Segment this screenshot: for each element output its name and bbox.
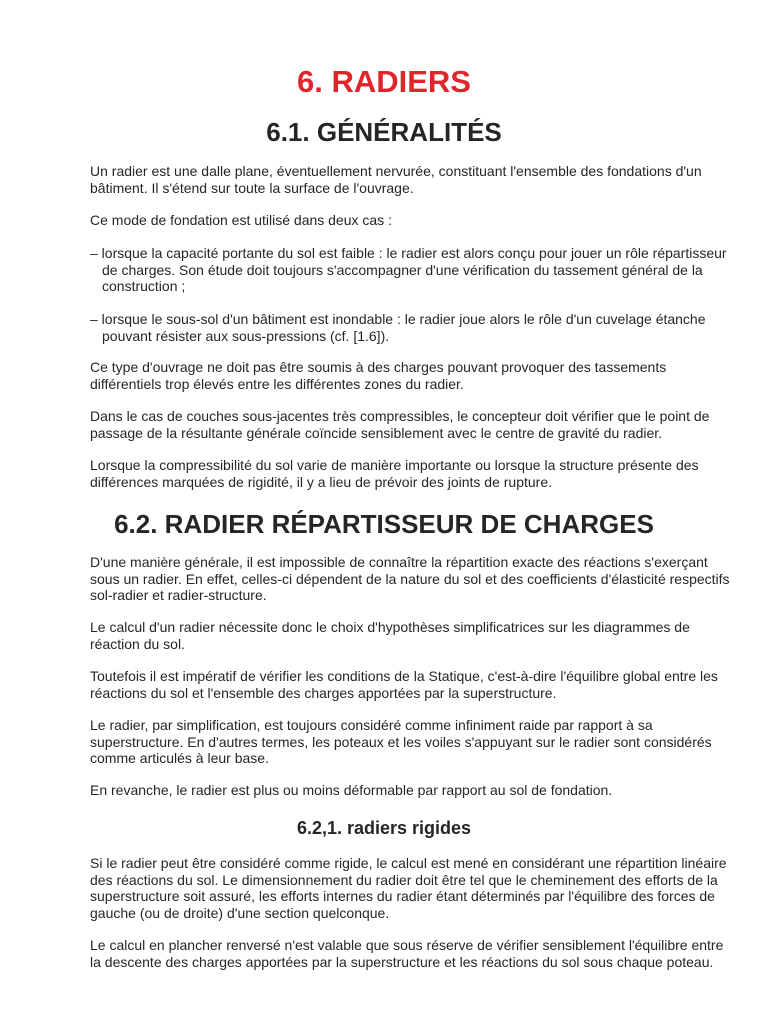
paragraph: Ce mode de fondation est utilisé dans deux cas : bbox=[90, 212, 392, 228]
paragraph: Ce type d'ouvrage ne doit pas être soumis à des charges pouvant provoquer des tassements différentiels trop élevés entre les différentes zones du radier. bbox=[90, 359, 667, 392]
paragraph: Le calcul d'un radier nécessite donc le choix d'hypothèses simplificatrices sur les diagrammes de réaction du sol. bbox=[90, 619, 690, 652]
paragraph: Lorsque la compressibilité du sol varie de manière importante ou lorsque la structure présente des différences marquées de rigidité, il y a lieu de prévoir des joints de rupture. bbox=[90, 457, 699, 490]
section-heading-radier-repartisseur: 6.2. RADIER RÉPARTISSEUR DE CHARGES bbox=[114, 509, 654, 539]
paragraph: En revanche, le radier est plus ou moins déformable par rapport au sol de fondation. bbox=[90, 782, 613, 798]
section-heading-generalites: 6.1. GÉNÉRALITÉS bbox=[266, 117, 502, 147]
page-title: 6. RADIERS bbox=[297, 64, 471, 99]
list-item: – lorsque le sous-sol d'un bâtiment est inondable : le radier joue alors le rôle d'un cuvelage étanche pouvant résister aux sous-pressions (cf. [1.6]). bbox=[90, 311, 706, 344]
paragraph: Dans le cas de couches sous-jacentes très compressibles, le concepteur doit vérifier que le point de passage de la résultante générale coïncide sensiblement avec le centre de gravité du radier. bbox=[90, 408, 710, 441]
subsection-heading-radiers-rigides: 6.2,1. radiers rigides bbox=[296, 818, 472, 838]
paragraph: Si le radier peut être considéré comme rigide, le calcul est mené en considérant une répartition linéaire des réactions du sol. Le dimensionnement du radier doit être tel que le cheminement des efforts de la superstructure soit assuré, les efforts internes du radier étant déterminés par l'équilibre des forces de gauche (ou de droite) d'une section quelconque. bbox=[90, 855, 727, 921]
paragraph: D'une manière générale, il est impossible de connaître la répartition exacte des réactions s'exerçant sous un radier. En effet, celles-ci dépendent de la nature du sol et des coefficients d'élasticité respectifs sol-radier et radier-structure. bbox=[90, 554, 730, 603]
list-item: – lorsque la capacité portante du sol est faible : le radier est alors conçu pour jouer un rôle répartisseur de charges. Son étude doit toujours s'accompagner d'une vérification du tassement général de la construction ; bbox=[90, 245, 727, 294]
paragraph: Un radier est une dalle plane, éventuellement nervurée, constituant l'ensemble des fondations d'un bâtiment. Il s'étend sur toute la surface de l'ouvrage. bbox=[90, 163, 702, 196]
paragraph: Le calcul en plancher renversé n'est valable que sous réserve de vérifier sensiblement l'équilibre entre la descente des charges apportées par la superstructure et les réactions du sol sous chaque poteau. bbox=[90, 937, 724, 970]
paragraph: Toutefois il est impératif de vérifier les conditions de la Statique, c'est-à-dire l'équilibre global entre les réactions du sol et l'ensemble des charges apportées par la superstructure. bbox=[90, 668, 718, 701]
paragraph: Le radier, par simplification, est toujours considéré comme infiniment raide par rapport à sa superstructure. En d'autres termes, les poteaux et les voiles s'appuyant sur le radier sont considérés comme articulés à leur base. bbox=[90, 717, 712, 766]
